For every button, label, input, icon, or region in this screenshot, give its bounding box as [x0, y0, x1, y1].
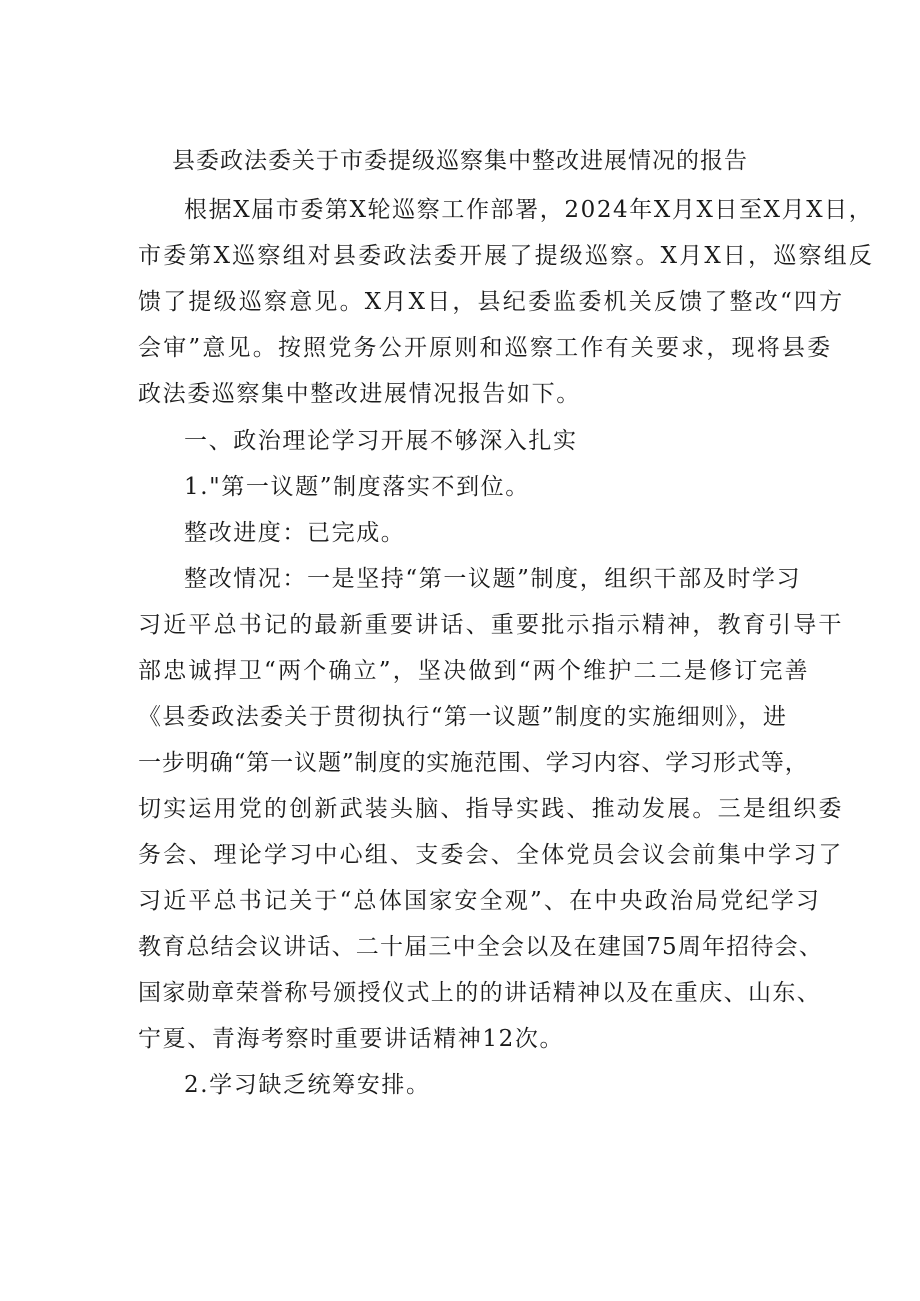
item-1-heading: 1."第一议题”制度落实不到位。	[184, 474, 530, 500]
item-1-situation-line-11: 宁夏、青海考察时重要讲话精神12次。	[138, 1026, 565, 1052]
item-1-situation-line-5: 一步明确“第一议题”制度的实施范围、学习内容、学习形式等，	[138, 750, 809, 776]
item-1-situation-line-2: 习近平总书记的最新重要讲话、重要批示指示精神，教育引导干	[138, 612, 844, 638]
item-1-situation-line-7: 务会、理论学习中心组、支委会、全体党员会议会前集中学习了	[138, 842, 844, 868]
intro-line-1: 根据X届市委第X轮巡察工作部署，2024年X月X日至X月X日，	[184, 197, 874, 223]
intro-line-2: 市委第X巡察组对县委政法委开展了提级巡察。X月X日，巡察组反	[138, 243, 875, 269]
intro-line-4: 会审”意见。按照党务公开原则和巡察工作有关要求，现将县委	[138, 335, 833, 361]
item-1-situation-line-8: 习近平总书记关于“总体国家安全观”、在中央政治局党纪学习	[138, 888, 822, 914]
item-2-heading: 2.学习缺乏统筹安排。	[184, 1072, 431, 1098]
item-1-situation-line-1: 整改情况：一是坚持“第一议题”制度，组织干部及时学习	[184, 566, 802, 592]
item-1-situation-line-4: 《县委政法委关于贯彻执行“第一议题”制度的实施细则》，进	[138, 704, 788, 730]
item-1-situation-line-10: 国家勋章荣誉称号颁授仪式上的的讲话精神以及在重庆、山东、	[138, 980, 822, 1006]
item-1-situation-line-3: 部忠诚捍卫“两个确立”，坚决做到“两个维护二二是修订完善	[138, 658, 810, 684]
intro-line-5: 政法委巡察集中整改进展情况报告如下。	[138, 381, 581, 407]
section-1-heading: 一、政治理论学习开展不够深入扎实	[184, 428, 578, 454]
item-1-progress: 整改进度：已完成。	[184, 520, 406, 546]
item-1-situation-line-9: 教育总结会议讲话、二十届三中全会以及在建国75周年招待会、	[138, 934, 824, 960]
item-1-situation-line-6: 切实运用党的创新武装头脑、指导实践、推动发展。三是组织委	[138, 796, 844, 822]
document-title: 县委政法委关于市委提级巡察集中整改进展情况的报告	[172, 148, 748, 174]
intro-line-3: 馈了提级巡察意见。X月X日，县纪委监委机关反馈了整改“四方	[138, 289, 845, 315]
